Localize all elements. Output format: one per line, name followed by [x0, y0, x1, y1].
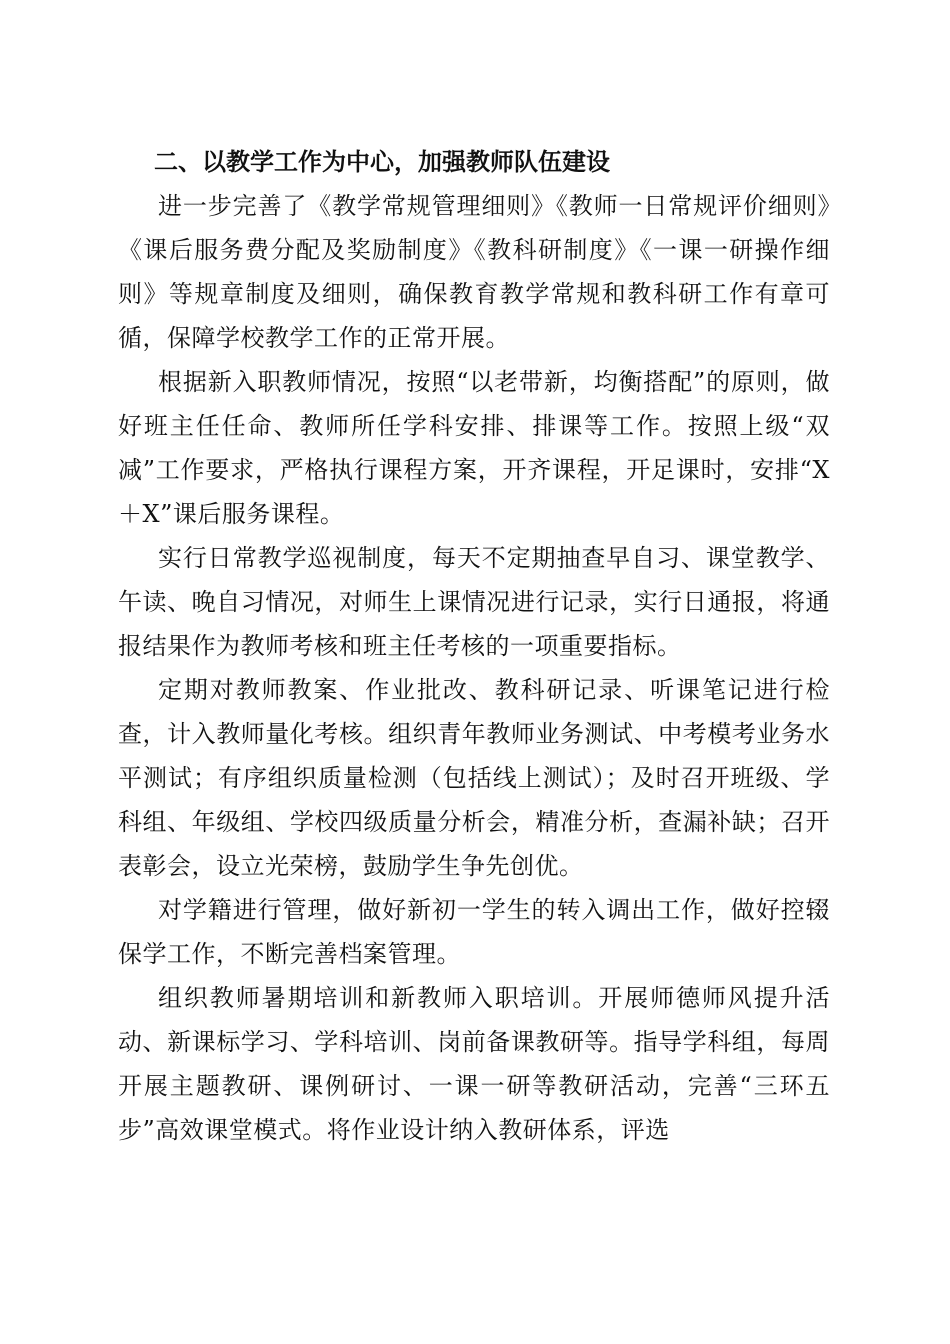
paragraph-staffing: 根据新入职教师情况，按照“以老带新，均衡搭配”的原则，做好班主任任命、教师所任学科安排、排课等工作。按照上级“双减”工作要求，严格执行课程方案，开齐课程，开足课时，安排“X＋X”课后服务课程。: [118, 368, 830, 528]
paragraph-regulations: 进一步完善了《教学常规管理细则》《教师一日常规评价细则》《课后服务费分配及奖励制度》《教科研制度》《一课一研操作细则》等规章制度及细则，确保教育教学常规和教科研工作有章可循，保障学校教学工作的正常开展。: [118, 192, 830, 352]
paragraph-training: 组织教师暑期培训和新教师入职培训。开展师德师风提升活动、新课标学习、学科培训、岗前备课教研等。指导学科组，每周开展主题教研、课例研讨、一课一研等教研活动，完善“三环五步”高效课堂模式。将作业设计纳入教研体系，评选: [118, 984, 830, 1144]
section-heading: 二、以教学工作为中心，加强教师队伍建设: [154, 148, 610, 176]
paragraph-assessment: 定期对教师教案、作业批改、教科研记录、听课笔记进行检查，计入教师量化考核。组织青年教师业务测试、中考模考业务水平测试；有序组织质量检测（包括线上测试）；及时召开班级、学科组、年级组、学校四级质量分析会，精准分析，查漏补缺；召开表彰会，设立光荣榜，鼓励学生争先创优。: [118, 676, 830, 880]
paragraph-enrollment: 对学籍进行管理，做好新初一学生的转入调出工作，做好控辍保学工作，不断完善档案管理。: [118, 896, 830, 968]
paragraph-inspection: 实行日常教学巡视制度，每天不定期抽查早自习、课堂教学、午读、晚自习情况，对师生上课情况进行记录，实行日通报，将通报结果作为教师考核和班主任考核的一项重要指标。: [118, 544, 830, 660]
document-body: [118, 140, 830, 1152]
